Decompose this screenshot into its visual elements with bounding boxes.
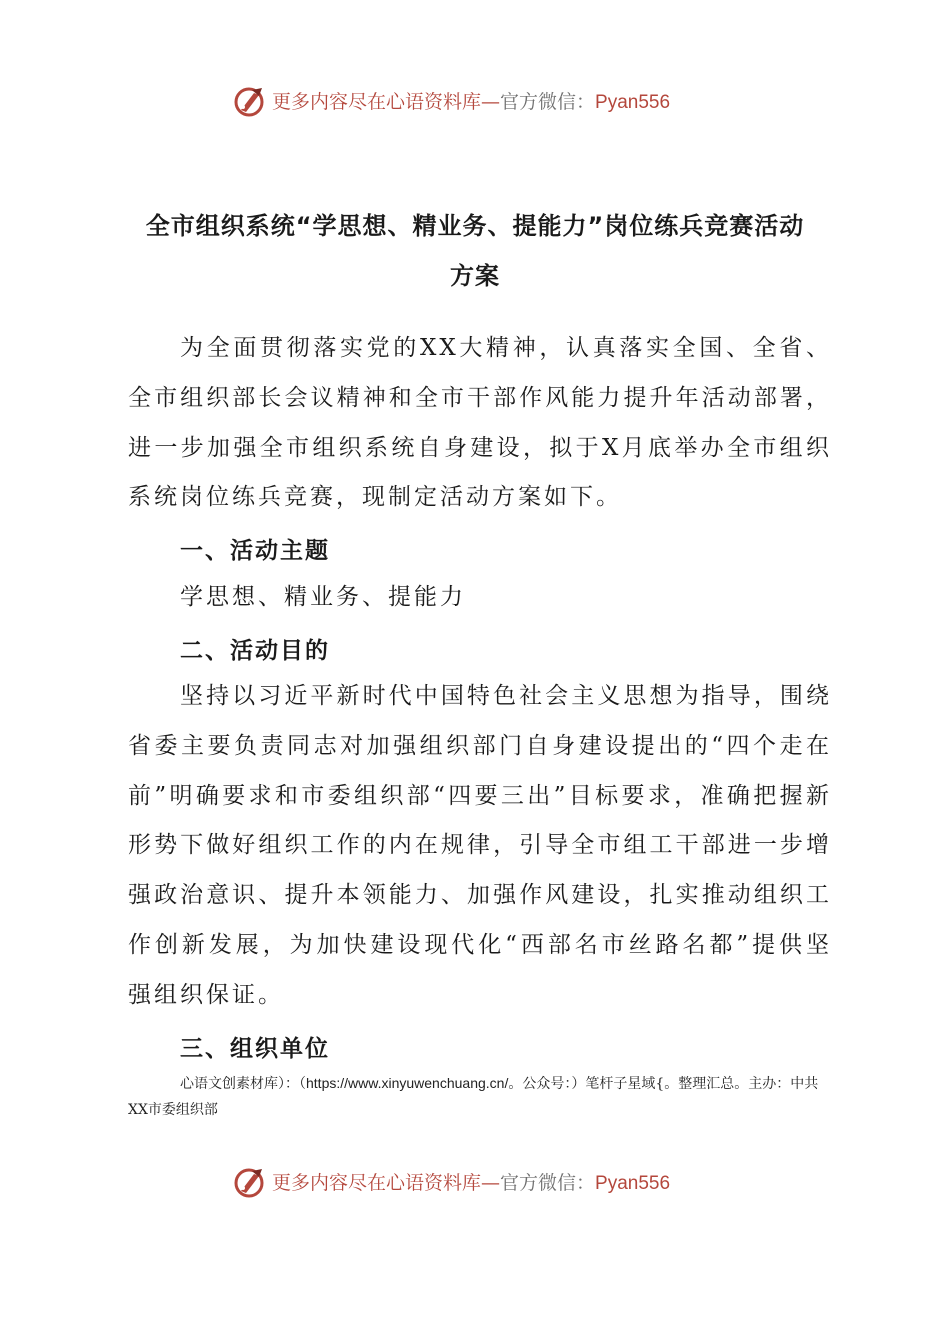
footnote-url: https://www.xinyuwenchuang.cn/ <box>306 1075 509 1091</box>
header-banner <box>0 82 950 122</box>
section-2-heading: 二、活动目的 <box>180 638 330 664</box>
banner-dash: — <box>481 91 501 113</box>
footnote <box>128 1070 834 1123</box>
document-title-line-2: 方案 <box>450 262 500 290</box>
banner-sub-text: 官方微信： <box>500 91 596 113</box>
section-1-body: 学思想、精业务、提能力 <box>180 584 466 610</box>
banner-sub-text: 官方微信： <box>500 1172 596 1194</box>
pen-nib-logo-icon <box>232 84 266 118</box>
banner-text <box>272 1171 670 1196</box>
banner-text <box>272 90 670 115</box>
document-title-line-1: 全市组织系统“学思想、精业务、提能力”岗位练兵竞赛活动 <box>145 212 805 240</box>
banner-main-text: 更多内容尽在心语资料库 <box>272 91 482 113</box>
footer-banner <box>0 1163 950 1203</box>
section-1-heading: 一、活动主题 <box>180 538 330 564</box>
section-2-body: 坚持以习近平新时代中国特色社会主义思想为指导，围绕省委主要负责同志对加强组织部门自身建设提出的“四个走在前”明确要求和市委组织部“四要三出”目标要求，准确把握新形势下做好组织工作的内在规律，引导全市组工干部进一步增强政治意识、提升本领能力、加强作风建设，扎实推动组织工作创新发展，为加快建设现代化“西部名市丝路名都”提供坚强组织保证。 <box>128 683 832 1008</box>
banner-dash: — <box>481 1172 501 1194</box>
banner-main-text: 更多内容尽在心语资料库 <box>272 1172 482 1194</box>
section-3-heading: 三、组织单位 <box>180 1036 330 1062</box>
footnote-prefix: 心语文创素材库）：（ <box>180 1076 306 1092</box>
intro-paragraph: 为全面贯彻落实党的XX大精神，认真落实全国、全省、全市组织部长会议精神和全市干部作风能力提升年活动部署，进一步加强全市组织系统自身建设，拟于X月底举办全市组织系统岗位练兵竞赛，现制定活动方案如下。 <box>128 335 832 511</box>
footnote-suffix: 。公众号：）笔杆子星域{。整理汇总。主办：中共XX市委组织部 <box>128 1076 819 1118</box>
pen-nib-logo-icon <box>232 1165 266 1199</box>
banner-wechat-id: Pyan556 <box>595 1173 671 1194</box>
banner-wechat-id: Pyan556 <box>595 92 671 113</box>
